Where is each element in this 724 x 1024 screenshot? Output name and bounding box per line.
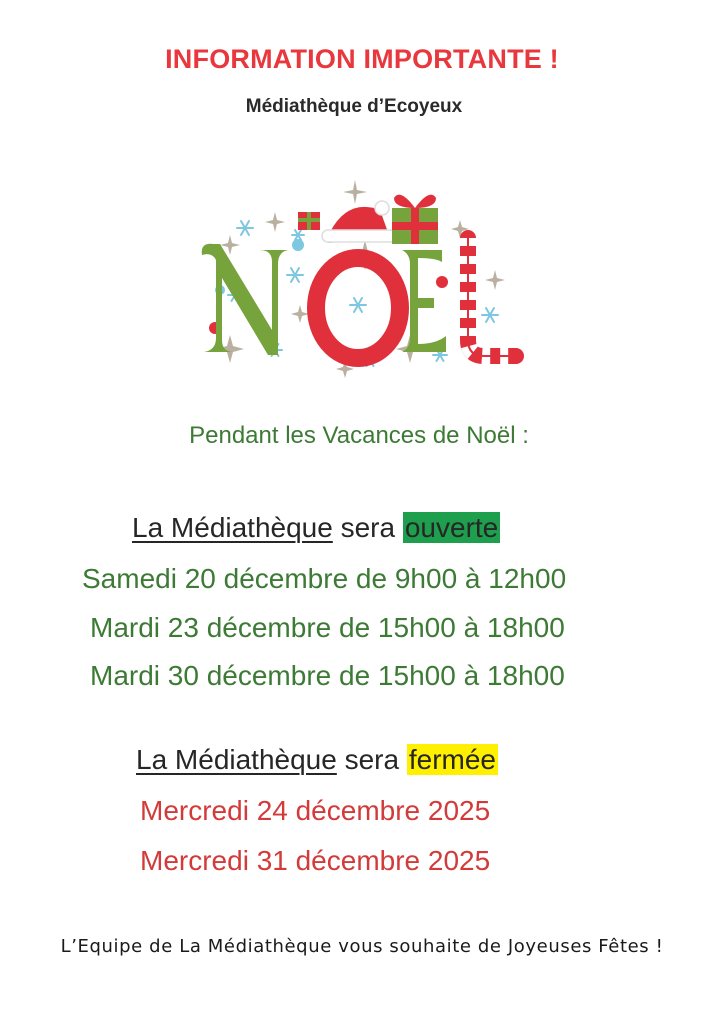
vacation-intro: Pendant les Vacances de Noël : [189, 422, 529, 449]
closed-date-item: Mercredi 31 décembre 2025 [140, 845, 491, 876]
library-name: Médiathèque d’Ecoyeux [245, 96, 463, 117]
closed-status-badge: fermée [408, 744, 497, 775]
open-status-line [132, 512, 500, 544]
open-date-item: Samedi 20 décembre de 9h00 à 12h00 [82, 563, 567, 594]
open-status-badge: ouverte [404, 512, 499, 543]
page-title: INFORMATION IMPORTANTE ! [165, 44, 559, 74]
closed-status-line [136, 744, 498, 776]
status-verb: sera [336, 744, 407, 775]
closed-date-item: Mercredi 24 décembre 2025 [140, 795, 491, 826]
open-date-item: Mardi 30 décembre de 15h00 à 18h00 [90, 660, 565, 691]
status-verb: sera [332, 512, 403, 543]
open-date-item: Mardi 23 décembre de 15h00 à 18h00 [90, 612, 565, 643]
footer-greeting: L’Equipe de La Médiathèque vous souhaite de Joyeuses Fêtes ! [60, 936, 664, 957]
noel-logo-icon [190, 180, 530, 380]
library-label: La Médiathèque [132, 512, 333, 543]
library-label: La Médiathèque [136, 744, 337, 775]
